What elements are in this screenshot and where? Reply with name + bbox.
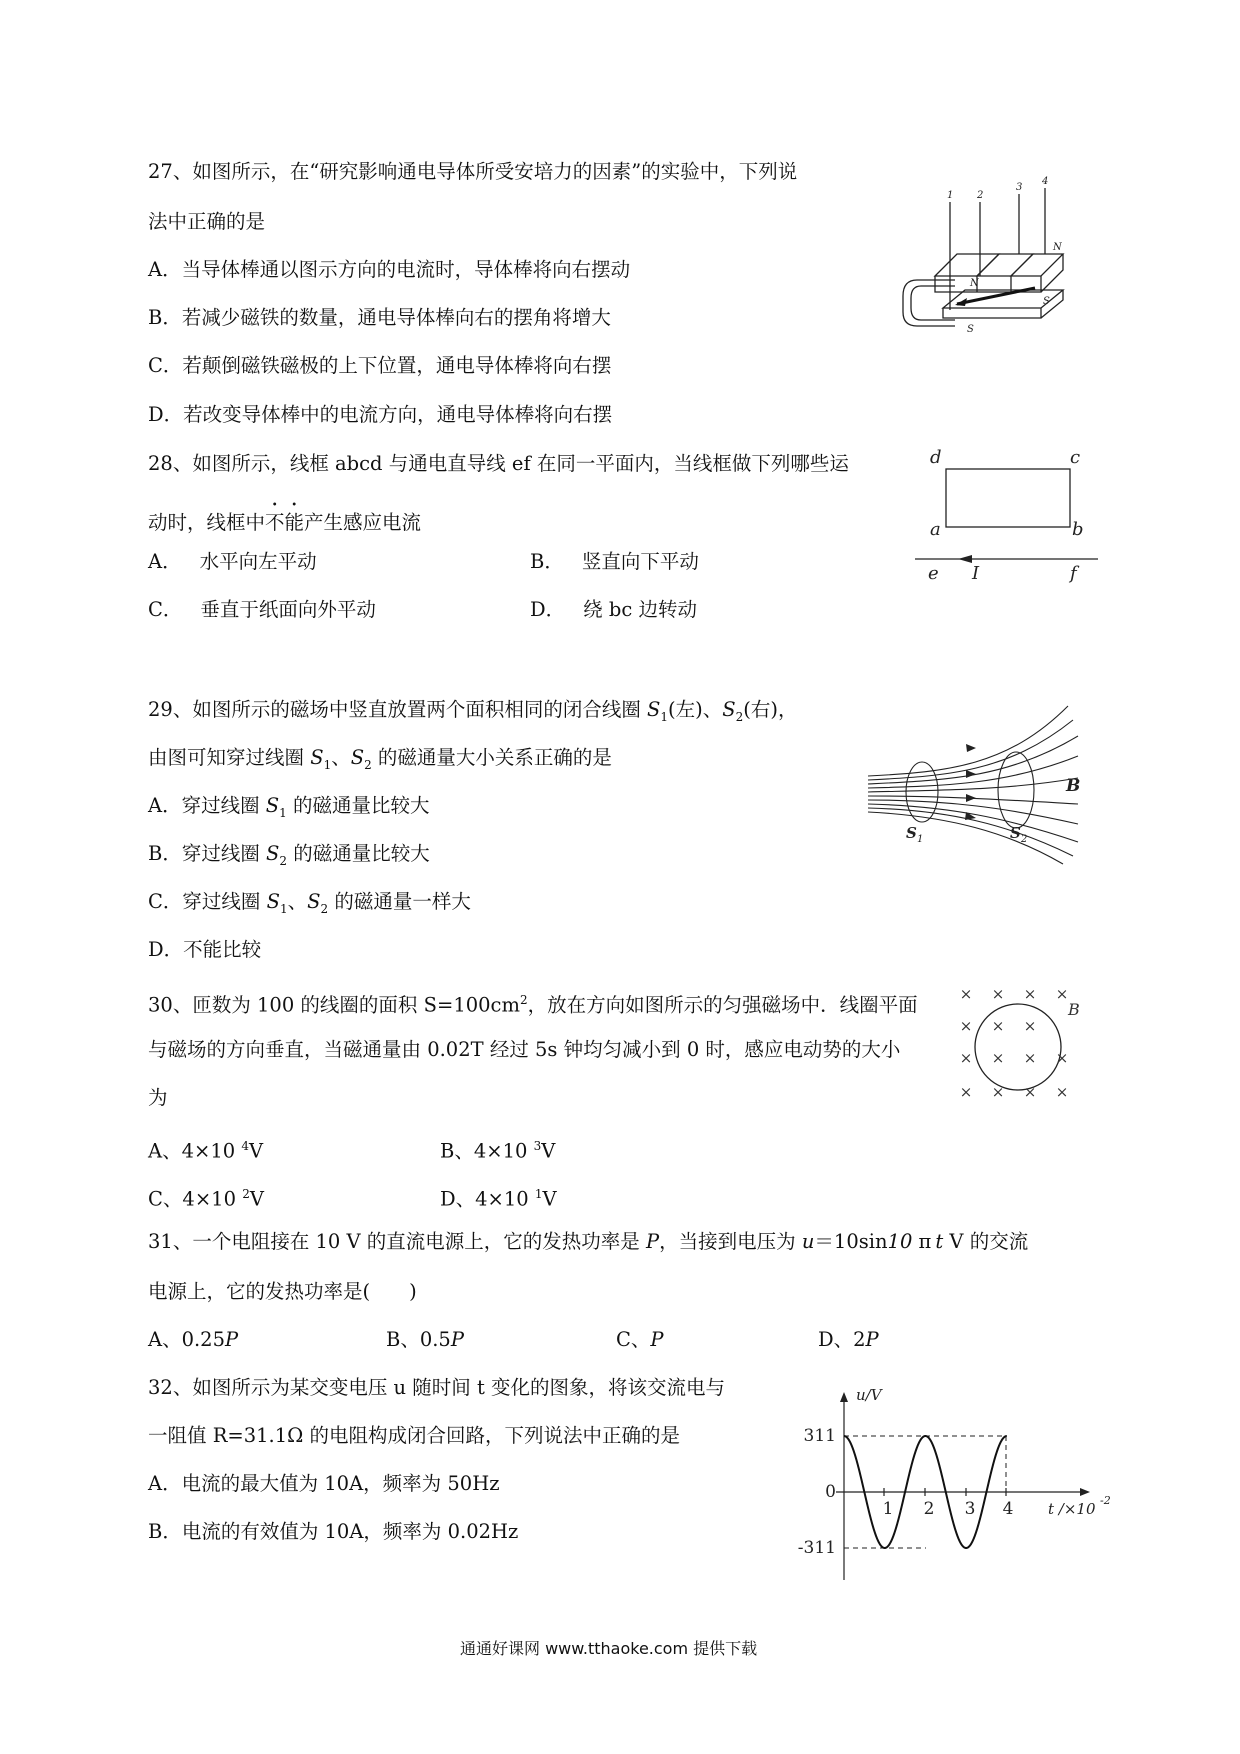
q32-voltage-graph (796, 1388, 1126, 1588)
q28-label-b: b (1072, 519, 1084, 540)
q30-b-post: V (541, 1139, 556, 1163)
field-cross-mark: × (1055, 985, 1069, 1003)
q32-x-arrow (1080, 1488, 1090, 1496)
field-cross-mark: × (991, 1049, 1005, 1067)
q28-option-b-text: 竖直向下平动 (581, 550, 699, 573)
q30-d-post: V (542, 1187, 557, 1211)
q31-option-d (818, 1328, 879, 1352)
q29-option-b (148, 842, 430, 873)
q29-label-b: B (1066, 776, 1081, 796)
q28-option-b (530, 550, 699, 574)
q29-s1: S (647, 698, 661, 721)
q28-option-d-key: D． (530, 598, 566, 621)
q29-stem-line1 (148, 698, 797, 729)
q31-b-p: P (450, 1328, 464, 1351)
q30-stem1-pre: 30、匝数为 100 的线圈的面积 S=100cm (148, 993, 520, 1017)
q27-magnet-figure (895, 176, 1075, 355)
q31-u: u (801, 1230, 815, 1253)
q32-y-label: u/V (856, 1386, 882, 1404)
q30-d-sup: 1 (534, 1187, 543, 1201)
q32-y-tick-311: 311 (803, 1426, 836, 1446)
q28-option-d (530, 598, 697, 622)
field-cross-mark: × (1055, 1049, 1069, 1067)
page-footer: 通通好课网 www.tthaoke.com 提供下载 (460, 1639, 758, 1658)
q31-option-b (386, 1328, 464, 1352)
q29-stem2-post: 的磁通量大小关系正确的是 (371, 746, 612, 769)
q30-option-d (440, 1182, 557, 1212)
q27-label-n-mid: N (970, 278, 979, 289)
q32-option-a: A．电流的最大值为 10A，频率为 50Hz (148, 1472, 500, 1495)
q27-option-b: B．若减少磁铁的数量，通电导体棒向右的摆角将增大 (148, 306, 611, 329)
field-cross-mark: × (991, 1083, 1005, 1101)
q28-option-a (148, 550, 317, 574)
q28-option-c-text: 垂直于纸面向外平动 (200, 598, 376, 621)
q29-stem2-s1-sub: 1 (323, 757, 332, 772)
q30-field-figure (960, 985, 1090, 1110)
q28-label-c: c (1070, 447, 1081, 468)
q28-loop-rect (946, 469, 1070, 527)
q29-c-sub1: 1 (279, 901, 288, 916)
q29-option-c (148, 890, 471, 921)
q28-loop-figure (910, 445, 1100, 585)
q29-stem2-s1: S (310, 746, 324, 769)
q29-stem2-s2: S (350, 746, 365, 769)
q29-b-pre: B．穿过线圈 (148, 842, 267, 865)
q31-stem1-post: V 的交流 (943, 1230, 1029, 1253)
q30-a-post: V (248, 1139, 264, 1163)
q30-coil (975, 1004, 1061, 1090)
q30-a-sup: 4 (241, 1139, 249, 1153)
q29-stem1-pre: 29、如图所示的磁场中竖直放置两个面积相同的闭合线圈 (148, 698, 648, 721)
q31-stem-line2: 电源上，它的发热功率是( ) (148, 1280, 417, 1303)
q29-stem-line2 (148, 746, 612, 777)
q32-x-label: t /×10 (1048, 1500, 1096, 1518)
q29-left: (左)、 (668, 698, 723, 721)
q29-label-s1: S (906, 824, 917, 842)
q29-label-s2-sub: 2 (1021, 834, 1028, 845)
q29-coil-s2 (998, 752, 1034, 828)
q30-a-pre: A、4×10 (148, 1139, 242, 1163)
q29-s2: S (722, 698, 736, 721)
q30-stem-line2: 与磁场的方向垂直，当磁通量由 0.02T 经过 5s 钟均匀减小到 0 时，感应电动势的大小 (148, 1038, 901, 1061)
q30-c-pre: C、4×10 (148, 1187, 243, 1211)
q32-y-tick-0: 0 (825, 1482, 836, 1502)
q29-field-figure (868, 706, 1088, 856)
q30-stem-line3: 为 (148, 1086, 168, 1109)
q29-stem2-mid: 、 (331, 746, 351, 769)
q29-c-s2: S (307, 890, 321, 913)
q27-stem-line2: 法中正确的是 (148, 210, 266, 233)
q31-stem-line1 (148, 1230, 1028, 1254)
field-cross-mark: × (991, 1017, 1005, 1035)
field-cross-mark: × (959, 1083, 973, 1101)
q32-option-b: B．电流的有效值为 10A，频率为 0.02Hz (148, 1520, 519, 1543)
field-cross-mark: × (959, 1049, 973, 1067)
field-cross-mark: × (959, 1017, 973, 1035)
q29-a-pre: A．穿过线圈 (148, 794, 266, 817)
q31-a-text: A、0.25 (148, 1328, 226, 1351)
q28-label-i: I (972, 563, 980, 584)
q27-label-3: 3 (1016, 182, 1023, 193)
q28-label-f: f (1070, 563, 1077, 584)
q29-b-post: 的磁通量比较大 (287, 842, 430, 865)
q27-option-a: A．当导体棒通以图示方向的电流时，导体棒将向右摆动 (148, 258, 631, 281)
q32-x-tick-3: 3 (964, 1499, 976, 1519)
q31-option-a (148, 1328, 238, 1352)
q29-c-s1: S (266, 890, 280, 913)
q32-x-tick-2: 2 (923, 1499, 935, 1519)
q28-option-c-key: C． (148, 598, 183, 621)
q28-stem-line2 (148, 500, 421, 535)
q32-y-arrow (840, 1392, 848, 1402)
q28-option-c (148, 598, 376, 622)
q32-stem-line2: 一阻值 R=31.1Ω 的电阻构成闭合回路，下列说法中正确的是 (148, 1424, 681, 1447)
q30-option-c (148, 1182, 264, 1212)
q29-label-s2: S (1010, 824, 1021, 842)
q30-stem-line1 (148, 988, 918, 1018)
q29-label-s1-sub: 1 (917, 834, 924, 845)
q27-label-1: 1 (947, 190, 954, 201)
q30-option-a (148, 1134, 263, 1164)
q28-stem2-post: 产生感应电流 (304, 511, 422, 534)
q29-a-post: 的磁通量比较大 (286, 794, 430, 817)
q30-d-pre: D、4×10 (440, 1187, 535, 1211)
q27-label-s-bottom: S (967, 324, 974, 335)
q29-b-s: S (266, 842, 280, 865)
field-cross-mark: × (991, 985, 1005, 1003)
q32-x-exponent: -2 (1100, 1494, 1111, 1507)
q31-stem1-mid: ，当接到电压为 (659, 1230, 802, 1253)
q29-stem2-s2-sub: 2 (364, 757, 372, 772)
q27-label-n-top: N (1053, 242, 1062, 253)
q27-option-c: C．若颠倒磁铁磁极的上下位置，通电导体棒将向右摆 (148, 354, 612, 377)
field-cross-mark: × (959, 985, 973, 1003)
q29-coil-s1 (906, 762, 938, 822)
q29-b-sub: 2 (279, 853, 288, 868)
q29-s1-sub: 1 (660, 709, 669, 724)
q28-stem-line1: 28、如图所示，线框 abcd 与通电直导线 ef 在同一平面内，当线框做下列哪些运 (148, 452, 849, 475)
q32-x-tick-1: 1 (882, 1499, 894, 1519)
field-cross-mark: × (1023, 1083, 1037, 1101)
q28-option-d-text: 绕 bc 边转动 (583, 598, 697, 621)
q31-a-p: P (225, 1328, 239, 1351)
q27-stem-line1: 27、如图所示，在“研究影响通电导体所受安培力的因素”的实验中，下列说 (148, 160, 798, 183)
q28-current-arrow (958, 555, 972, 563)
q29-option-d: D．不能比较 (148, 938, 262, 961)
field-cross-mark: × (1023, 1049, 1037, 1067)
q29-a-s: S (265, 794, 280, 817)
q27-label-s-right: S (1043, 296, 1050, 307)
q29-option-a (148, 794, 429, 825)
q27-option-d: D．若改变导体棒中的电流方向，通电导体棒将向右摆 (148, 403, 613, 426)
q28-option-a-key: A． (148, 550, 182, 573)
q27-label-4: 4 (1042, 176, 1049, 187)
q30-option-b (440, 1134, 555, 1164)
q30-label-b: B (1068, 1000, 1080, 1019)
q32-stem-line1: 32、如图所示为某交变电压 u 随时间 t 变化的图象，将该交流电与 (148, 1376, 726, 1399)
q30-c-post: V (249, 1187, 264, 1211)
q29-c-pre: C．穿过线圈 (148, 890, 267, 913)
q28-label-a: a (930, 519, 941, 540)
field-cross-mark: × (1055, 1083, 1069, 1101)
q31-d-text: D、2 (818, 1328, 866, 1351)
q31-t: t (935, 1230, 944, 1253)
q27-label-2: 2 (977, 190, 984, 201)
q29-s2-sub: 2 (735, 709, 744, 724)
q31-c-p: P (650, 1328, 664, 1351)
q30-b-pre: B、4×10 (440, 1139, 534, 1163)
q28-label-d: d (930, 447, 942, 468)
q29-a-sub: 1 (279, 805, 287, 820)
q30-b-sup: 3 (533, 1139, 542, 1153)
q31-b-text: B、0.5 (386, 1328, 451, 1351)
q31-d-p: P (865, 1328, 879, 1351)
q31-stem1-pre: 31、一个电阻接在 10 V 的直流电源上，它的发热功率是 (148, 1230, 647, 1253)
q31-ten: 10 (887, 1230, 913, 1253)
q31-p: P (646, 1230, 660, 1253)
q32-x-tick-4: 4 (1002, 1499, 1014, 1519)
q28-label-e: e (928, 563, 939, 584)
q31-pi: π (912, 1230, 932, 1253)
q29-right: (右)， (743, 698, 798, 721)
q28-emphasis-text: 不能 (265, 511, 305, 534)
field-cross-mark: × (1023, 1017, 1037, 1035)
q29-c-post: 的磁通量一样大 (328, 890, 471, 913)
q31-option-c (616, 1328, 664, 1352)
q30-stem1-sup: 2 (519, 993, 528, 1007)
q29-c-sub2: 2 (320, 901, 329, 916)
q28-option-a-text: 水平向左平动 (199, 550, 317, 573)
q30-stem1-post: ，放在方向如图所示的匀强磁场中．线圈平面 (527, 993, 918, 1017)
q30-c-sup: 2 (242, 1187, 250, 1201)
q31-c-text: C、 (616, 1328, 651, 1351)
q28-option-b-key: B． (530, 550, 564, 573)
q32-y-tick-neg311: -311 (797, 1538, 836, 1558)
q29-c-mid: 、 (287, 890, 308, 913)
field-cross-mark: × (1023, 985, 1037, 1003)
q31-eq: ＝10sin (814, 1230, 888, 1253)
q29-stem2-pre: 由图可知穿过线圈 (148, 746, 311, 769)
q28-stem2-pre: 动时，线框中 (148, 511, 266, 534)
